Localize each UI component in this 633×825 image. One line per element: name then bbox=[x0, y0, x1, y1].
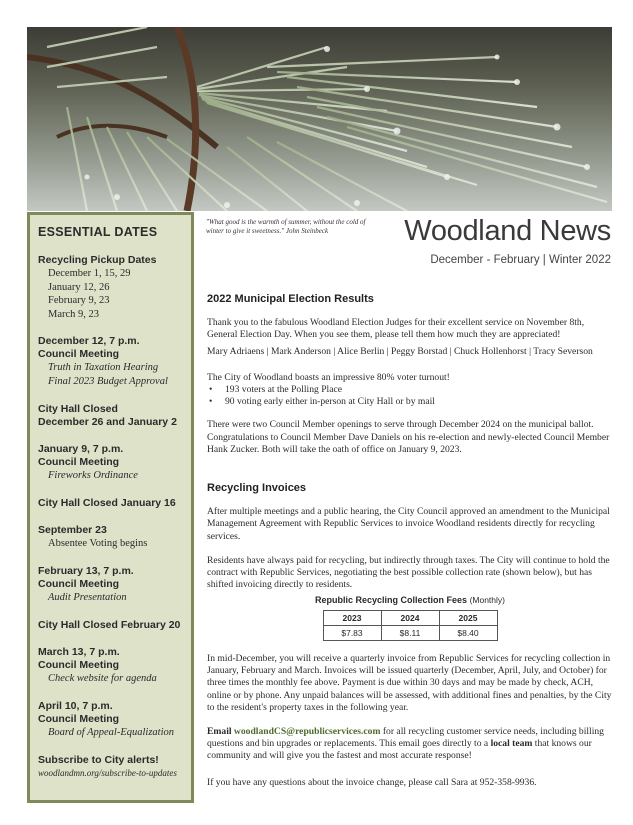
event-what: December 26 and January 2 bbox=[38, 416, 177, 428]
event-what: Council Meeting bbox=[38, 577, 120, 590]
turnout-item: • 90 voting early either in-person at City Hall or by mail bbox=[207, 396, 613, 408]
event-when: City Hall Closed February 20 bbox=[38, 618, 181, 631]
customer-service-email-link[interactable]: woodlandCS@republicservices.com bbox=[233, 726, 381, 738]
email-paragraph bbox=[207, 726, 613, 763]
fee-table-row bbox=[323, 625, 497, 640]
pine-branch-illustration bbox=[27, 27, 612, 211]
event-detail: Audit Presentation bbox=[48, 591, 127, 603]
fee-table bbox=[323, 610, 498, 641]
event-item bbox=[38, 700, 185, 740]
event-detail: Fireworks Ordinance bbox=[48, 470, 138, 481]
recycling-paragraph: Residents have always paid for recycling, but indirectly through taxes. The City will continue to hold the contract with Republic Services, negotiating the best possible collection rate (shown below), but has shifted invoicing directly to residents. bbox=[207, 554, 610, 591]
fee-year: 2023 bbox=[323, 610, 381, 625]
event-item bbox=[38, 619, 185, 632]
event-item bbox=[38, 443, 185, 483]
fee-amount: $8.11 bbox=[381, 625, 439, 640]
event-item bbox=[38, 565, 185, 605]
essential-dates-sidebar bbox=[27, 212, 194, 803]
event-when: City Hall Closed January 16 bbox=[38, 497, 176, 509]
event-when: March 13, 7 p.m. bbox=[38, 645, 120, 658]
steinbeck-quote: "What good is the warmth of summer, without the cold of winter to give it sweetness." John Steinbeck bbox=[206, 218, 366, 235]
header-photo bbox=[27, 27, 612, 211]
email-text-end: that knows our community and will give you the fastest and most accurate response! bbox=[207, 738, 592, 762]
event-detail: Final 2023 Budget Approval bbox=[48, 376, 168, 387]
fee-table-header-row bbox=[323, 610, 497, 625]
sidebar-heading: ESSENTIAL DATES bbox=[38, 225, 158, 239]
event-what: Council Meeting bbox=[38, 348, 120, 360]
event-when: September 23 bbox=[38, 524, 107, 536]
fee-table-title-suffix: (Monthly) bbox=[469, 595, 505, 606]
fee-year: 2025 bbox=[439, 610, 497, 625]
event-detail: Board of Appeal-Equalization bbox=[48, 726, 174, 738]
council-paragraph: There were two Council Member openings to serve through December 2024 on the municipal ballot. Congratulations to Council Member Dave Daniels on his re-election and newly-elected Council Member Hank Zucker. Both will take the oath of office on January 9, 2023. bbox=[207, 419, 610, 455]
fee-amount: $7.83 bbox=[323, 625, 381, 640]
main-content bbox=[207, 293, 613, 799]
election-heading: 2022 Municipal Election Results bbox=[207, 293, 374, 305]
turnout-item: • 193 voters at the Polling Place bbox=[207, 384, 613, 396]
subscribe-block bbox=[38, 754, 185, 779]
email-text: for all recycling customer service needs, including billing questions and bin upgrades or replacements. This email goes directly to a bbox=[207, 726, 604, 750]
email-lead: Email bbox=[207, 726, 234, 738]
invoice-paragraph: In mid-December, you will receive a quarterly invoice from Republic Services for recycling collection in January, February and March. Invoices will be issued quarterly (December, April, July, and October) for three times the monthly fee above. Payment is due within 30 days and may be made by check, ACH, online or by phone. Any unpaid balances will be assessed, with additional fines and penalties, by the City to the resident's property taxes in the following year. bbox=[207, 653, 612, 713]
fee-year: 2024 bbox=[381, 610, 439, 625]
recycling-date: March 9, 23 bbox=[48, 308, 100, 320]
election-article bbox=[207, 293, 613, 456]
issue-date: December - February | Winter 2022 bbox=[430, 254, 611, 266]
event-what: Council Meeting bbox=[38, 658, 120, 671]
fee-table-title bbox=[207, 594, 613, 606]
event-item bbox=[38, 524, 185, 551]
turnout-list bbox=[207, 384, 613, 408]
recycling-date: January 12, 26 bbox=[48, 281, 110, 293]
recycling-paragraph: After multiple meetings and a public hearing, the City Council approved an amendment to the Municipal Management Agreement with Republic Services to invoice Woodland residents directly for recycling services. bbox=[207, 506, 610, 542]
event-item bbox=[38, 335, 185, 389]
recycling-article bbox=[207, 482, 613, 789]
fee-amount: $8.40 bbox=[439, 625, 497, 640]
event-item bbox=[38, 497, 185, 510]
newsletter-title: Woodland News bbox=[404, 215, 611, 247]
event-when: December 12, 7 p.m. bbox=[38, 335, 140, 347]
recycling-date: February 9, 23 bbox=[48, 295, 110, 306]
election-paragraph: Thank you to the fabulous Woodland Election Judges for their excellent service on November 8th, General Election Day. When you see them, please tell them how much they are appreciated! bbox=[207, 317, 585, 341]
subscribe-link[interactable]: woodlandmn.org/subscribe-to-updates bbox=[38, 767, 177, 778]
recycling-heading: Recycling Invoices bbox=[207, 482, 307, 495]
event-item bbox=[38, 403, 185, 429]
event-item bbox=[38, 646, 185, 686]
recycling-dates-title: Recycling Pickup Dates bbox=[38, 254, 157, 266]
event-when: April 10, 7 p.m. bbox=[38, 699, 113, 712]
event-detail: Check website for agenda bbox=[48, 672, 157, 684]
event-what: Council Meeting bbox=[38, 712, 120, 725]
contact-paragraph: If you have any questions about the invoice change, please call Sara at 952-358-9936. bbox=[207, 776, 537, 788]
recycling-date: December 1, 15, 29 bbox=[48, 268, 131, 279]
recycling-dates-group bbox=[38, 254, 185, 321]
event-when: February 13, 7 p.m. bbox=[38, 564, 134, 577]
event-when: January 9, 7 p.m. bbox=[38, 443, 124, 455]
event-detail: Truth in Taxation Hearing bbox=[48, 362, 159, 373]
fee-table-title-text: Republic Recycling Collection Fees bbox=[315, 595, 468, 606]
event-detail: Absentee Voting begins bbox=[48, 538, 148, 549]
event-when: City Hall Closed bbox=[38, 403, 118, 415]
election-judges: Mary Adriaens | Mark Anderson | Alice Berlin | Peggy Borstad | Chuck Hollenhorst | Tracy Severson bbox=[207, 345, 593, 357]
subscribe-title: Subscribe to City alerts! bbox=[38, 753, 159, 766]
local-team-text: local team bbox=[490, 738, 533, 750]
turnout-paragraph: The City of Woodland boasts an impressive 80% voter turnout! bbox=[207, 371, 450, 383]
event-what: Council Meeting bbox=[38, 456, 120, 468]
